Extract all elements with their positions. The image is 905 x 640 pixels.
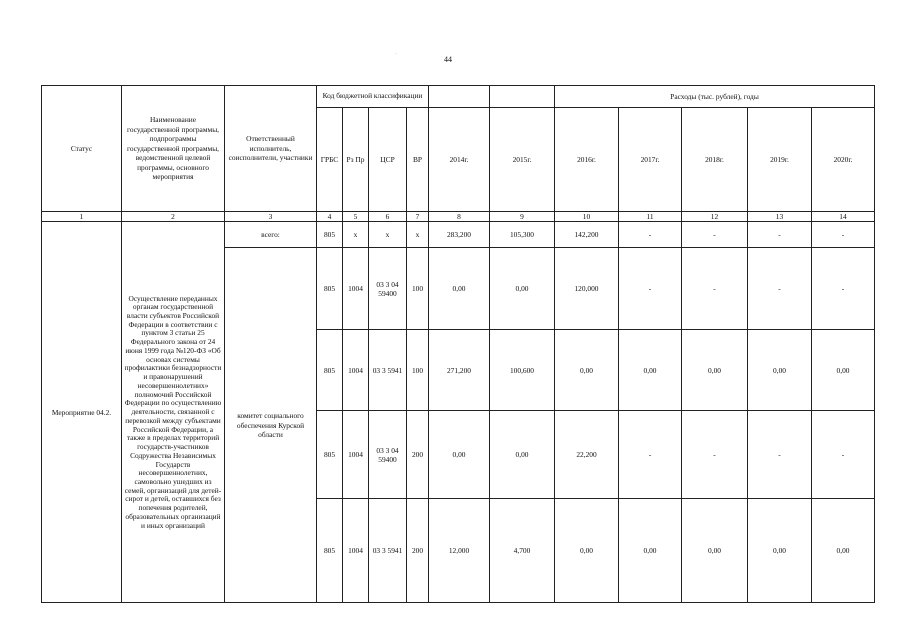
- col-number: 5: [343, 212, 369, 222]
- cell-2019: -: [748, 411, 812, 499]
- cell-2018: -: [682, 248, 748, 330]
- col-number: 9: [490, 212, 555, 222]
- table-row-total: [42, 222, 875, 248]
- cell-grbs: 805: [317, 411, 343, 499]
- col-number: 13: [748, 212, 812, 222]
- header-year-2020: 2020г.: [812, 108, 875, 212]
- cell-2014: 12,000: [429, 499, 490, 603]
- total-label: всего:: [225, 222, 317, 248]
- cell-2019: -: [748, 248, 812, 330]
- header-year-2017: 2017г.: [619, 108, 682, 212]
- cell-2019: 0,00: [748, 499, 812, 603]
- cell-csr: 03 3 04 59400: [369, 248, 407, 330]
- header-year-2018: 2018г.: [682, 108, 748, 212]
- header-year-2015: 2015г.: [490, 108, 555, 212]
- measure-executor: комитет социального обеспечения Курской области: [225, 248, 317, 603]
- cell-csr: 03 3 5941: [369, 499, 407, 603]
- cell-2014: 0,00: [429, 411, 490, 499]
- cell-2015: 100,600: [490, 330, 555, 411]
- cell-vr: x: [407, 222, 429, 248]
- cell-2014: 283,200: [429, 222, 490, 248]
- cell-grbs: 805: [317, 330, 343, 411]
- cell-rzpr: 1004: [343, 248, 369, 330]
- measure-name: Осуществление переданных органам государственной власти субъектов Российской Федерации в соответствии с пунктом 3 статьи 25 Федерального закона от 24 июня 1999 года №120-ФЗ «Об основах системы профилактики безнадзорности и правонарушений несовершеннолетних» полномочий Российской Федерации по осуществлению деятельности, связанной с перевозкой между субъектами Российской Федерации, а также в пределах территорий государств-участников Содружества Независимых Государств несовершеннолетних, самовольно ушедших из семей, организаций для детей-сирот и детей, оставшихся без попечения родителей, образовательных организаций и иных организаций: [122, 222, 225, 603]
- measure-status: Мероприятие 04.2.: [42, 222, 122, 603]
- header-csr: ЦСР: [369, 108, 407, 212]
- budget-table: [41, 85, 875, 603]
- header-expenses: Расходы (тыс. рублей), годы: [555, 86, 875, 108]
- cell-grbs: 805: [317, 499, 343, 603]
- header-budget-code: Код бюджетной классификации: [317, 86, 429, 108]
- col-number: 7: [407, 212, 429, 222]
- header-responsible: Ответственный исполнитель, соисполнители, участники: [225, 86, 317, 212]
- cell-2016: 142,200: [555, 222, 619, 248]
- cell-rzpr: x: [343, 222, 369, 248]
- header-year-2019: 2019г.: [748, 108, 812, 212]
- header-vr: ВР: [407, 108, 429, 212]
- col-number: 14: [812, 212, 875, 222]
- cell-vr: 200: [407, 411, 429, 499]
- cell-vr: 200: [407, 499, 429, 603]
- cell-2018: 0,00: [682, 499, 748, 603]
- header-year-2016: 2016г.: [555, 108, 619, 212]
- header-blank-1: [429, 86, 490, 108]
- cell-rzpr: 1004: [343, 411, 369, 499]
- cell-2018: -: [682, 222, 748, 248]
- cell-2017: -: [619, 222, 682, 248]
- header-name: Наименование государственной программы, подпрограммы государственной программы, ведомственной целевой программы, основного мероприятия: [122, 86, 225, 212]
- cell-2018: -: [682, 411, 748, 499]
- page-number: 44: [444, 55, 452, 64]
- col-number: 4: [317, 212, 343, 222]
- scan-dot: .: [395, 48, 397, 56]
- cell-2016: 22,200: [555, 411, 619, 499]
- cell-2015: 0,00: [490, 411, 555, 499]
- cell-2020: -: [812, 222, 875, 248]
- col-number: 11: [619, 212, 682, 222]
- cell-2016: 120,000: [555, 248, 619, 330]
- cell-2017: -: [619, 248, 682, 330]
- header-grbs: ГРБС: [317, 108, 343, 212]
- header-rzpr: Рз Пр: [343, 108, 369, 212]
- cell-2015: 105,300: [490, 222, 555, 248]
- cell-2020: 0,00: [812, 499, 875, 603]
- cell-2016: 0,00: [555, 499, 619, 603]
- cell-2018: 0,00: [682, 330, 748, 411]
- cell-2015: 4,700: [490, 499, 555, 603]
- cell-2017: 0,00: [619, 330, 682, 411]
- cell-2020: -: [812, 248, 875, 330]
- col-number: 10: [555, 212, 619, 222]
- col-number: 1: [42, 212, 122, 222]
- cell-vr: 100: [407, 248, 429, 330]
- cell-2020: -: [812, 411, 875, 499]
- col-number: 3: [225, 212, 317, 222]
- cell-2017: -: [619, 411, 682, 499]
- cell-2014: 271,200: [429, 330, 490, 411]
- cell-csr: 03 3 04 59400: [369, 411, 407, 499]
- cell-csr: 03 3 5941: [369, 330, 407, 411]
- cell-2015: 0,00: [490, 248, 555, 330]
- cell-2016: 0,00: [555, 330, 619, 411]
- cell-2014: 0,00: [429, 248, 490, 330]
- cell-rzpr: 1004: [343, 499, 369, 603]
- col-number: 12: [682, 212, 748, 222]
- cell-2020: 0,00: [812, 330, 875, 411]
- col-number: 8: [429, 212, 490, 222]
- header-status: Статус: [42, 86, 122, 212]
- cell-grbs: 805: [317, 222, 343, 248]
- cell-2019: 0,00: [748, 330, 812, 411]
- cell-2017: 0,00: [619, 499, 682, 603]
- col-number: 2: [122, 212, 225, 222]
- col-number: 6: [369, 212, 407, 222]
- header-blank-2: [490, 86, 555, 108]
- cell-rzpr: 1004: [343, 330, 369, 411]
- cell-grbs: 805: [317, 248, 343, 330]
- cell-csr: x: [369, 222, 407, 248]
- cell-2019: -: [748, 222, 812, 248]
- header-year-2014: 2014г.: [429, 108, 490, 212]
- cell-vr: 100: [407, 330, 429, 411]
